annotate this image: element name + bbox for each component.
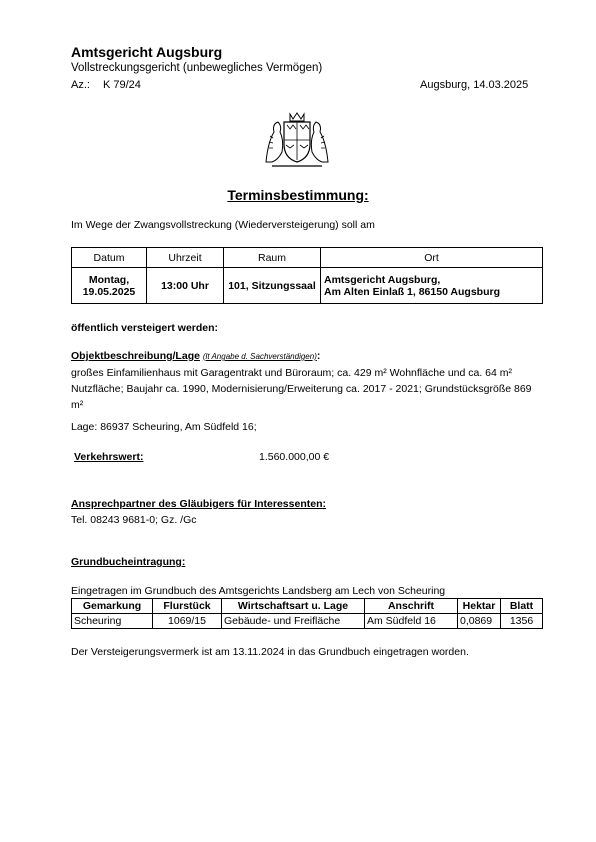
table-row [72, 614, 543, 629]
land-register-table [71, 598, 543, 629]
appointment-place-name: Amtsgericht Augsburg, [324, 273, 441, 286]
contact-text: Tel. 08243 9681-0; Gz. /Gc [71, 514, 197, 526]
document-title: Terminsbestimmung: [227, 187, 369, 203]
column-header-anschrift: Anschrift [365, 599, 458, 614]
auction-notice: öffentlich versteigert werden: [71, 322, 219, 334]
object-heading: Objektbeschreibung/Lage [71, 350, 200, 362]
cell-wirtschaftsart: Gebäude- und Freifläche [222, 614, 365, 629]
column-header-flurstueck: Flurstück [153, 599, 222, 614]
land-register-intro: Eingetragen im Grundbuch des Amtsgerichts Landsberg am Lech von Scheuring [71, 585, 446, 597]
cell-hektar: 0,0869 [458, 614, 501, 629]
market-value-label: Verkehrswert: [74, 451, 144, 463]
court-name: Amtsgericht Augsburg [71, 44, 223, 60]
column-header-hektar: Hektar [458, 599, 501, 614]
land-register-heading: Grundbucheintragung: [71, 556, 186, 568]
column-header-date: Datum [72, 248, 147, 268]
cell-flurstueck: 1069/15 [153, 614, 222, 629]
appointment-table [71, 247, 543, 304]
bavarian-coat-of-arms-icon [262, 112, 332, 170]
court-department: Vollstreckungsgericht (unbewegliches Vermögen) [71, 62, 323, 74]
column-header-wirtschaftsart: Wirtschaftsart u. Lage [222, 599, 365, 614]
appointment-place [321, 268, 543, 304]
appointment-place-address: Am Alten Einlaß 1, 86150 Augsburg [324, 285, 501, 298]
appointment-weekday: Montag, [88, 273, 130, 286]
object-section [71, 348, 543, 413]
market-value-amount: 1.560.000,00 € [259, 451, 330, 463]
object-heading-suffix: : [316, 350, 321, 362]
appointment-time: 13:00 Uhr [147, 268, 224, 304]
intro-text: Im Wege der Zwangsvollstreckung (Wiederversteigerung) soll am [71, 219, 375, 231]
object-location: Lage: 86937 Scheuring, Am Südfeld 16; [71, 421, 257, 433]
column-header-gemarkung: Gemarkung [72, 599, 153, 614]
appointment-date [72, 268, 147, 304]
appointment-date-value: 19.05.2025 [82, 285, 136, 298]
file-number-label: Az.: [71, 79, 90, 91]
column-header-room: Raum [224, 248, 321, 268]
object-description: großes Einfamilienhaus mit Garagentrakt und Büroraum; ca. 429 m² Wohnfläche und ca. 64 m² Nutzfläche; Baujahr ca. 1990, Modernisierung/Erweiterung ca. 2017 - 2021; Grundstücksgröße 869 m² [71, 367, 532, 411]
place-date: Augsburg, 14.03.2025 [420, 79, 529, 91]
column-header-place: Ort [321, 248, 543, 268]
file-number-value: K 79/24 [103, 79, 141, 91]
appointment-room: 101, Sitzungssaal [224, 268, 321, 304]
cell-anschrift: Am Südfeld 16 [365, 614, 458, 629]
cell-blatt: 1356 [501, 614, 543, 629]
column-header-blatt: Blatt [501, 599, 543, 614]
footer-note: Der Versteigerungsvermerk ist am 13.11.2024 in das Grundbuch eingetragen worden. [71, 646, 469, 658]
object-heading-note: (lt Angabe d. Sachverständigen) [202, 352, 317, 361]
column-header-time: Uhrzeit [147, 248, 224, 268]
cell-gemarkung: Scheuring [72, 614, 153, 629]
contact-heading: Ansprechpartner des Gläubigers für Interessenten: [71, 498, 326, 510]
